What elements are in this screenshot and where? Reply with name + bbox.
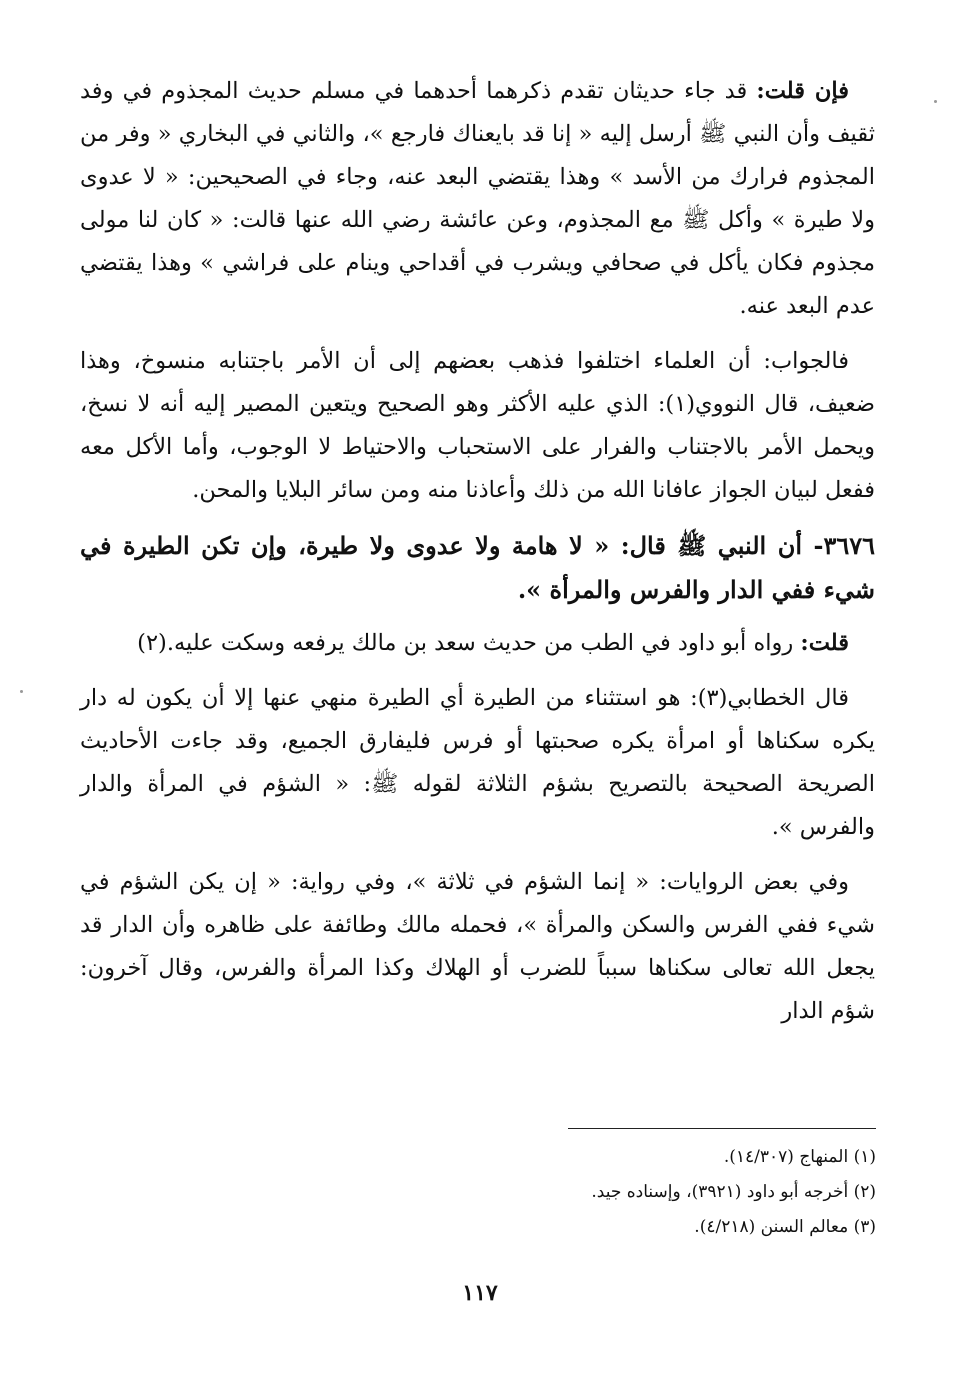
paragraph-answer: فالجواب: أن العلماء اختلفوا فذهب بعضهم إلى أن الأمر باجتنابه منسوخ، وهذا ضعيف، قال النووي(١): الذي عليه الأكثر وهو الصحيح ويتعين المصير إليه أنه لا نسخ، ويحمل الأمر بالاجتناب والفرار على الاستحباب والاحتياط لا الوجوب، وأما الأكل معه ففعل لبيان الجواز عافانا الله من ذلك وأعاذنا منه ومن سائر البلايا والمحن.	[80, 348, 875, 503]
margin-dot	[934, 100, 937, 103]
hadith-heading: ٣٦٧٦- أن النبي ﷺ قال: « لا هامة ولا عدوى ولا طيرة، وإن تكن الطيرة في شيء ففي الدار والفرس والمرأة ».	[80, 531, 875, 604]
source-label: قلت:	[800, 630, 849, 656]
paragraph-narrations: وفي بعض الروايات: « إنما الشؤم في ثلاثة »، وفي رواية: « إن يكن الشؤم في شيء ففي الفرس والسكن والمرأة »، فحمله مالك وطائفة على ظاهره وأن الدار قد يجعل الله تعالى سكناها سبباً للضرب أو الهلاك وكذا المرأة والفرس، وقال آخرون: شؤم الدار	[80, 869, 875, 1024]
footnote-3: (٣) معالم السنن (٤/٢١٨).	[694, 1217, 876, 1237]
footnote-divider	[568, 1128, 876, 1129]
paragraph-khattabi: قال الخطابي(٣): هو استثناء من الطيرة أي الطيرة منهي عنها إلا أن يكون له دار يكره سكناها أو امرأة يكره صحبتها أو فرس فليفارق الجميع، وقد جاءت الأحاديث الصريحة الصحيحة بالتصريح بشؤم الثلاثة لقوله ﷺ: « الشؤم في المرأة والدار والفرس ».	[80, 685, 875, 840]
footnotes	[300, 1140, 876, 1245]
paragraph-question	[80, 70, 875, 328]
margin-dot	[20, 690, 23, 693]
footnote-1: (١) المنهاج (١٤/٣٠٧).	[723, 1147, 876, 1167]
question-text: قد جاء حديثان تقدم ذكرهما أحدهما في مسلم حديث المجذوم في وفد ثقيف وأن النبي ﷺ أرسل إليه « إنا قد بايعناك فارجع »، والثاني في البخاري « وفر من المجذوم فرارك من الأسد » وهذا يقتضي البعد عنه، وجاء في الصحيحين: « لا عدوى ولا طيرة » وأكل ﷺ مع المجذوم، وعن عائشة رضي الله عنها قالت: « كان لنا مولى مجذوم فكان يأكل في صحافي ويشرب في أقداحي وينام على فراشي » وهذا يقتضي عدم البعد عنه.	[80, 78, 875, 319]
question-label: فإن قلت:	[756, 78, 849, 104]
page-number: ١١٧	[462, 1280, 498, 1306]
paragraph-source	[80, 622, 875, 665]
footnote-2: (٢) أخرجه أبو داود (٣٩٢١)، وإسناده جيد.	[591, 1182, 876, 1202]
source-text: رواه أبو داود في الطب من حديث سعد بن مالك يرفعه وسكت عليه.(٢)	[137, 630, 794, 656]
